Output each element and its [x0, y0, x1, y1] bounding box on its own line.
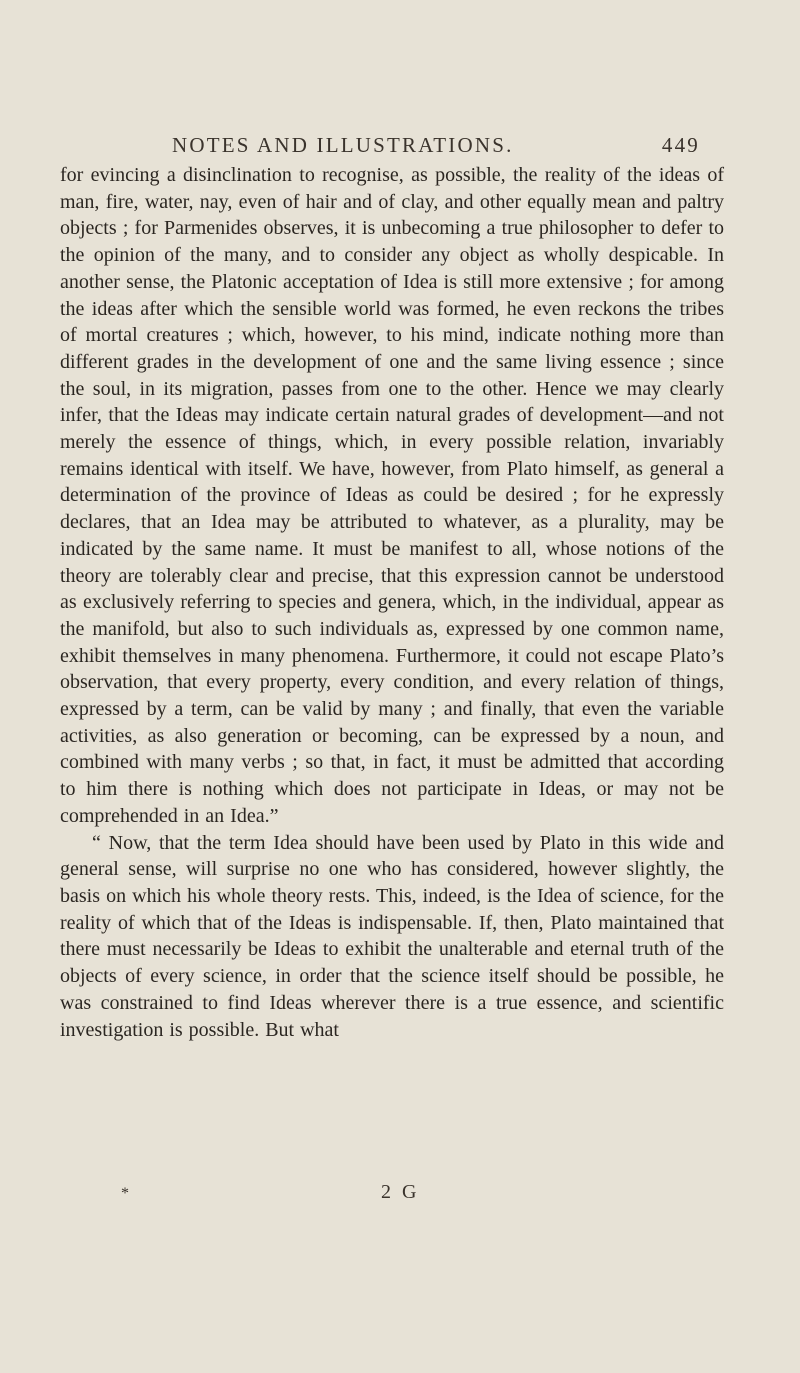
paragraph-2: “ Now, that the term Idea should have been used by Plato in this wide and general sense, will surprise no one who has considered, however slightly, the basis on which his whole theory rests. This, indeed, is the Idea of science, for the reality of which that of the Ideas is indispensable. If, then, Plato maintained that there must necessarily be Ideas to exhibit the unalterable and eternal truth of the objects of every science, in order that the science itself should be possible, he was constrained to find Ideas wherever there is a true essence, and scientific investigation is possible. But what	[60, 831, 724, 1041]
paragraph-1: for evincing a disinclination to recognise, as possible, the reality of the ideas of man, fire, water, nay, even of hair and of clay, and other equally mean and paltry objects ; for Parmenides observes, it is unbecoming a true philosopher to defer to the opinion of the many, and to consider any object as wholly despicable. In another sense, the Platonic acceptation of Idea is still more extensive ; for among the ideas after which the sensible world was formed, he even reckons the tribes of mortal creatures ; which, however, to his mind, indicate nothing more than different grades in the development of one and the same living essence ; since the soul, in its migration, passes from one to the other. Hence we may clearly infer, that the Ideas may indicate certain natural grades of development—and not merely the essence of things, which, in every possible relation, invariably remains identical with itself. We have, however, from Plato himself, as general a determination of the province of Ideas as could be desired ; for he expressly declares, that an Idea may be attributed to whatever, as a plurality, may be indicated by the same name. It must be manifest to all, whose notions of the theory are tolerably clear and precise, that this expression cannot be understood as exclusively referring to species and genera, which, in the individual, appear as the manifold, but also to such individuals as, expressed by one common name, exhibit themselves in many phenomena. Furthermore, it could not escape Plato’s observation, that every property, every condition, and every relation of things, expressed by a term, can be valid by many ; and finally, that even the variable activities, as also generation or becoming, can be expressed by a noun, and combined with many verbs ; so that, in fact, it must be admitted that according to him there is nothing which does not participate in Ideas, or may not be comprehended in an Idea.”	[60, 164, 724, 827]
running-title: NOTES AND ILLUSTRATIONS.	[172, 133, 514, 157]
running-head	[172, 133, 700, 158]
signature-number: 2 G	[381, 1181, 420, 1203]
body-text	[60, 162, 724, 1043]
page-number: 449	[661, 133, 700, 157]
signature-mark: *	[121, 1185, 129, 1202]
